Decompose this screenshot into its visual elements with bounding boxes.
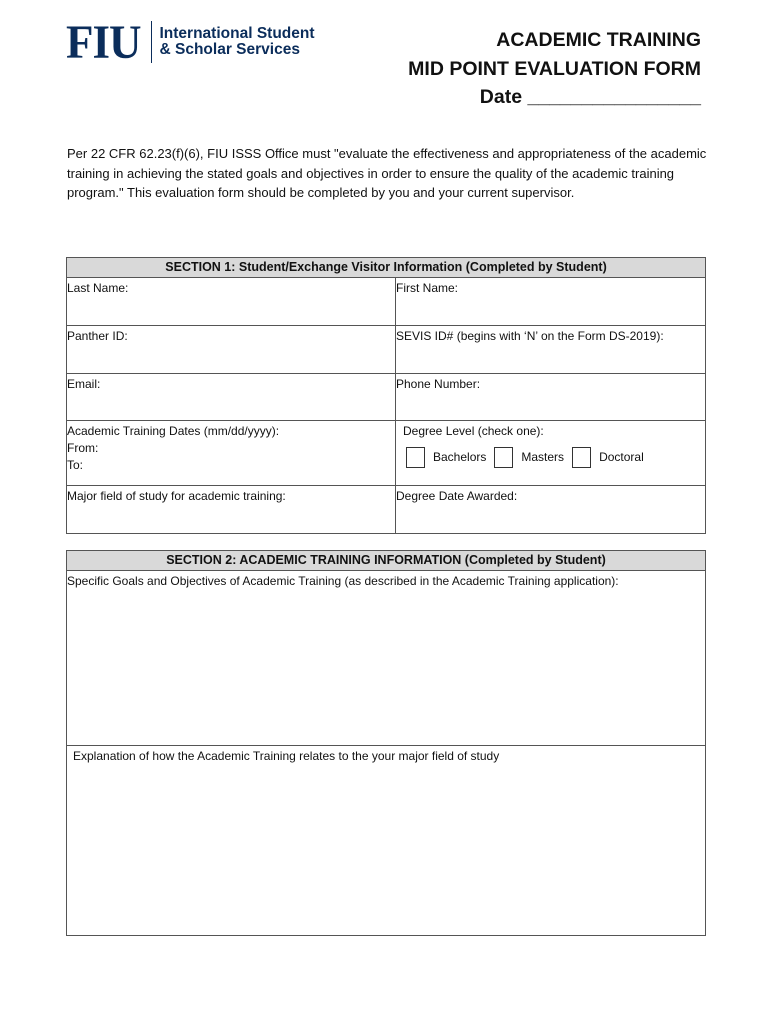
bachelors-checkbox[interactable] bbox=[406, 447, 425, 468]
degree-level-label: Degree Level (check one): bbox=[403, 424, 544, 438]
degree-date-label: Degree Date Awarded: bbox=[396, 489, 518, 503]
section-1-row-major bbox=[67, 486, 705, 533]
logo-mark: FIU bbox=[66, 15, 141, 69]
form-title bbox=[408, 26, 701, 112]
fiu-isss-logo bbox=[66, 15, 315, 69]
section-2-body bbox=[67, 571, 705, 935]
from-label: From: bbox=[67, 441, 99, 455]
last-name-label: Last Name: bbox=[67, 281, 129, 295]
to-label: To: bbox=[67, 458, 84, 472]
masters-label: Masters bbox=[521, 450, 565, 464]
date-field[interactable]: Date ________________ bbox=[479, 86, 701, 108]
section-2 bbox=[66, 550, 706, 936]
title-line-2: MID POINT EVALUATION FORM bbox=[408, 57, 701, 80]
panther-id-field[interactable] bbox=[67, 326, 396, 373]
title-line-1: ACADEMIC TRAINING bbox=[496, 29, 701, 51]
email-field[interactable] bbox=[67, 374, 396, 420]
explanation-label: Explanation of how the Academic Training relates to the your major field of study bbox=[73, 749, 500, 763]
first-name-field[interactable] bbox=[396, 278, 705, 325]
masters-checkbox[interactable] bbox=[494, 447, 513, 468]
sevis-id-label: SEVIS ID# (begins with ‘N’ on the Form DS-2019): bbox=[396, 329, 664, 343]
section-1-row-dates bbox=[67, 421, 705, 486]
training-dates-field[interactable] bbox=[67, 421, 396, 485]
major-label: Major field of study for academic training: bbox=[67, 489, 286, 503]
degree-level-options bbox=[406, 447, 705, 468]
sevis-id-field[interactable] bbox=[396, 326, 705, 373]
logo-line-2: & Scholar Services bbox=[159, 41, 300, 58]
email-label: Email: bbox=[67, 377, 101, 391]
section-1-row-ids bbox=[67, 326, 705, 374]
logo-line-1: International Student bbox=[159, 25, 315, 42]
section-1 bbox=[66, 257, 706, 534]
explanation-field[interactable] bbox=[67, 746, 705, 935]
bachelors-label: Bachelors bbox=[433, 450, 487, 464]
section-2-heading: SECTION 2: ACADEMIC TRAINING INFORMATION (Completed by Student) bbox=[67, 551, 705, 571]
section-1-heading: SECTION 1: Student/Exchange Visitor Information (Completed by Student) bbox=[67, 258, 705, 278]
doctoral-label: Doctoral bbox=[599, 450, 644, 464]
logo-divider bbox=[151, 21, 152, 63]
major-field[interactable] bbox=[67, 486, 396, 533]
intro-paragraph: Per 22 CFR 62.23(f)(6), FIU ISSS Office must "evaluate the effectiveness and appropriateness of the academic training in achieving the stated goals and objectives in order to ensure the quality of the academic training program." This evaluation form should be completed by you and your current supervisor. bbox=[67, 146, 707, 200]
logo-text bbox=[160, 26, 315, 58]
goals-label: Specific Goals and Objectives of Academic Training (as described in the Academic Training application): bbox=[67, 574, 619, 588]
phone-field[interactable] bbox=[396, 374, 705, 420]
panther-id-label: Panther ID: bbox=[67, 329, 128, 343]
section-1-row-names bbox=[67, 278, 705, 326]
section-1-row-contact bbox=[67, 374, 705, 421]
degree-level-field bbox=[396, 421, 705, 485]
degree-date-field[interactable] bbox=[396, 486, 705, 533]
first-name-label: First Name: bbox=[396, 281, 459, 295]
training-dates-label: Academic Training Dates (mm/dd/yyyy): bbox=[67, 424, 280, 438]
phone-label: Phone Number: bbox=[396, 377, 481, 391]
last-name-field[interactable] bbox=[67, 278, 396, 325]
goals-field[interactable] bbox=[67, 571, 705, 746]
doctoral-checkbox[interactable] bbox=[572, 447, 591, 468]
